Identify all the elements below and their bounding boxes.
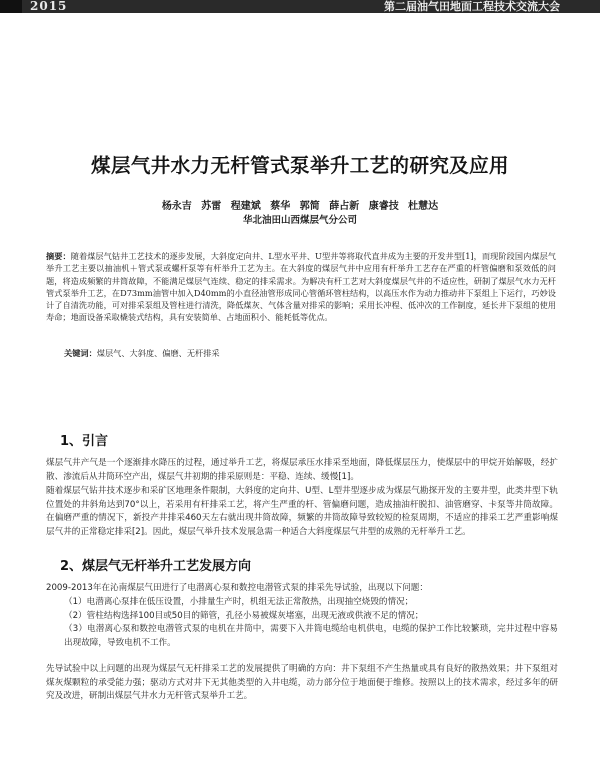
- author-affiliation: 华北油田山西煤层气分公司: [242, 215, 357, 226]
- keywords: [64, 347, 554, 359]
- header-conference-name: 第二届油气田地面工程技术交流大会: [384, 0, 560, 13]
- keywords-text: 煤层气、大斜度、偏磨、无杆排采: [96, 348, 220, 358]
- paper-title: 煤层气井水力无杆管式泵举升工艺的研究及应用: [91, 154, 509, 177]
- abstract-text: 随着煤层气钻井工艺技术的逐步发展，大斜度定向井、L型水平井、U型井等将取代直井成为主要的开发井型[1]，而现阶段国内煤层气举升工艺主要以抽油机＋管式泵或螺杆泵等有杆举升工艺为主。在大斜度的煤层气井中应用有杆举升工艺存在严重的杆管偏磨和泵效低的问题，将造成频繁的井筒故障，不能满足煤层气连续、稳定的排采需求。为解决有杆工艺对大斜度煤层气井的不适应性，研制了煤层气水力无杆管式泵举升工艺，在D73mm油管中加入D40mm的小直径油管形成同心管循环管柱结构，以高压水作为动力推动井下泵组上下运行，巧妙设计了自清洗功能，可对排采泵组及管柱进行清洗，降低煤灰、气体含量对排采的影响；采用长冲程、低冲次的工作制度，延长井下泵组的使用寿命；地面设备采取橇装式结构，具有安装简单、占地面积小、能耗低等优点。: [46, 251, 556, 323]
- abstract-label: 摘要：: [46, 251, 71, 261]
- development-paragraph-1: 2009-2013年在沁南煤层气田进行了电潜离心泵和数控电潜管式泵的排采先导试验，出现以下问题：: [46, 583, 428, 593]
- section-heading-development: 2、煤层气无杆举升工艺发展方向: [60, 559, 252, 574]
- list-item: （3）电潜离心泵和数控电潜管式泵的电机在井筒中，需要下入井筒电缆给电机供电，电缆的保护工作比较繁琐，完井过程中容易出现故障，导致电机不工作。: [64, 624, 558, 648]
- section-heading-introduction: 1、引言: [60, 434, 109, 449]
- intro-paragraph-1: 煤层气井产气是一个逐渐排水降压的过程，通过举升工艺，将煤层承压水排采至地面，降低煤层压力，使煤层中的甲烷开始解吸，经扩散、渗流后从井筒环空产出，煤层气井初期的排采原则是：平稳、连续、缓慢[1]。: [46, 458, 558, 482]
- development-closing-paragraph: 先导试验中以上问题的出现为煤层气无杆排采工艺的发展提供了明确的方向：井下泵组不产生热量或具有良好的散热效果；井下泵组对煤灰煤颗粒的承受能力强；驱动方式对井下无其他类型的入井电缆，动力部分位于地面便于维修。按照以上的技术需求，经过多年的研究及改进，研制出煤层气井水力无杆管式泵举升工艺。: [46, 664, 558, 701]
- abstract: [46, 250, 556, 324]
- author-list: 杨永吉 苏雷 程建斌 蔡华 郭简 薛占新 康睿技 杜慧达: [161, 201, 439, 212]
- header-year: 2015: [30, 0, 68, 13]
- keywords-label: 关键词：: [64, 348, 97, 358]
- problem-list: [46, 596, 558, 650]
- intro-paragraph-2: 随着煤层气钻井技术逐步和采矿区地理条件限制，大斜度的定向井、U型、L型井型逐步成为煤层气勘探开发的主要井型，此类井型下轨位置处的井斜角达到70°以上，若采用有杆排采工艺，将产生严重的杆、管偏磨问题，造成抽油杆脱扣、油管磨穿、卡泵等井筒故障。在偏磨严重的情况下，新投产井排采460天左右就出现井筒故障，频繁的井筒故障导致较短的检泵周期，不适应的排采工艺严重影响煤层气井的正常稳定排采[2]。因此，煤层气举升技术发展急需一种适合大斜度煤层气井型的成熟的无杆举升工艺。: [46, 486, 558, 537]
- header-corner-block: [0, 0, 22, 13]
- list-item: （1）电潜离心泵排在低压设置，小排量生产时，机组无法正常散热，出现抽空烧毁的情况；: [64, 597, 414, 607]
- list-item: （2）管柱结构选择100目或50目的筛管，孔径小易被煤灰堵塞，出现无液或供液不足的情况；: [64, 610, 424, 621]
- running-header: [0, 0, 600, 13]
